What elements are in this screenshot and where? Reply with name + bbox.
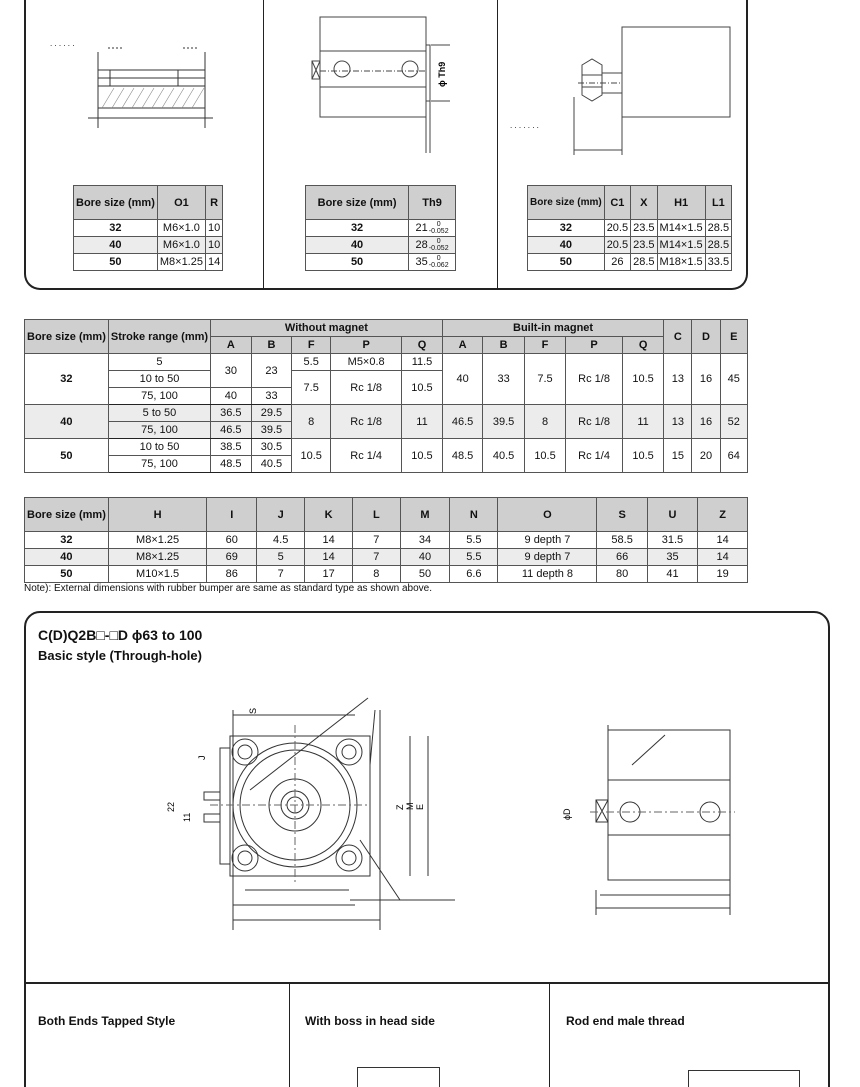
cell: 4.5: [257, 532, 305, 549]
cell: 11.5: [402, 354, 443, 371]
cell: 28.5: [631, 254, 657, 271]
cell: 14: [698, 532, 748, 549]
cell: Rc 1/8: [331, 371, 402, 405]
cell: 13: [664, 354, 692, 405]
col-header: P: [566, 337, 623, 354]
cell: M18×1.5: [657, 254, 705, 271]
table-c1: [527, 185, 732, 271]
cell: 11: [402, 405, 443, 439]
cell: 10: [205, 220, 222, 237]
cell: 86: [207, 566, 257, 583]
cell: 11 depth 8: [498, 566, 597, 583]
cell: 40: [74, 237, 158, 254]
cell: 10.5: [402, 371, 443, 405]
sub-title-boss-head-side: With boss in head side: [305, 1014, 435, 1028]
cell: M8×1.25: [157, 254, 205, 271]
cell: 40: [400, 549, 450, 566]
col-header-bore: Bore size (mm): [25, 320, 109, 354]
tol-lower: -0.052: [428, 228, 449, 235]
table-row: [74, 220, 223, 237]
cell: M14×1.5: [657, 237, 705, 254]
cell: 10 to 50: [108, 439, 210, 456]
cell: 29.5: [251, 405, 292, 422]
dim-22-label: 22: [166, 801, 176, 812]
sub-divider: [289, 982, 290, 1087]
cell: 66: [597, 549, 647, 566]
cell: 69: [207, 549, 257, 566]
cell: 34: [400, 532, 450, 549]
dim-j-label: J: [197, 755, 207, 760]
col-header: M: [400, 498, 450, 532]
tol-lower: -0.062: [428, 262, 449, 269]
section-title: C(D)Q2B□-□D ϕ63 to 100: [38, 627, 203, 643]
cylinder-side-drawing: [300, 15, 450, 155]
cell: 33: [483, 354, 524, 405]
col-header: F: [292, 337, 331, 354]
cell: 5.5: [450, 549, 498, 566]
cell: 16: [692, 354, 720, 405]
table-row: [25, 439, 748, 456]
col-header: S: [597, 498, 647, 532]
front-view-drawing: [110, 690, 460, 940]
panel-divider: [497, 0, 498, 290]
col-header: D: [692, 320, 720, 354]
dim-11-label: 11: [182, 812, 192, 822]
col-header: Bore size (mm): [528, 186, 605, 220]
dim-z-label: Z: [395, 804, 405, 810]
col-header: Th9: [409, 186, 456, 220]
table-row: [25, 532, 748, 549]
tol-upper: 0: [436, 221, 441, 228]
cell: 17: [305, 566, 353, 583]
cell: 30.5: [251, 439, 292, 456]
cell: 38.5: [211, 439, 252, 456]
col-header: U: [647, 498, 697, 532]
cell: 80: [597, 566, 647, 583]
table-row: [528, 237, 732, 254]
cell: 41: [647, 566, 697, 583]
cell: Rc 1/8: [566, 354, 623, 405]
tol-upper: 0: [436, 238, 441, 245]
cell: 50: [306, 254, 409, 271]
dim-e-label: E: [415, 803, 425, 810]
sub-title-both-ends-tapped: Both Ends Tapped Style: [38, 1014, 176, 1028]
cell: 13: [664, 405, 692, 439]
cell: 11: [622, 405, 663, 439]
cell: 40: [442, 354, 483, 405]
cell: 16: [692, 405, 720, 439]
cell: 7.5: [524, 354, 565, 405]
table-row: [74, 254, 223, 271]
cell: Rc 1/8: [331, 405, 402, 439]
panel-divider: [263, 0, 264, 290]
col-header: Q: [402, 337, 443, 354]
cell: 32: [306, 220, 409, 237]
th9-value: 35: [415, 255, 428, 268]
cell: 50: [74, 254, 158, 271]
cell: 35: [647, 549, 697, 566]
cell: 10 to 50: [108, 371, 210, 388]
cell: 60: [207, 532, 257, 549]
cell: 14: [305, 532, 353, 549]
cell: 48.5: [211, 456, 252, 473]
cell: 45: [720, 354, 747, 405]
side-view-drawing: [560, 720, 740, 920]
cell: Rc 1/8: [566, 405, 623, 439]
cell: 64: [720, 439, 747, 473]
cell: 40: [528, 237, 605, 254]
cell: Rc 1/4: [331, 439, 402, 473]
section-subtitle: Basic style (Through-hole): [38, 648, 202, 663]
col-header: L1: [705, 186, 731, 220]
cell: 5: [257, 549, 305, 566]
dim-m-label: M: [405, 802, 415, 810]
cell: 36.5: [211, 405, 252, 422]
cell: 39.5: [251, 422, 292, 439]
table-row: [528, 254, 732, 271]
cell: 7: [353, 549, 401, 566]
cell: 10.5: [622, 439, 663, 473]
cell: 40.5: [251, 456, 292, 473]
cell: M6×1.0: [157, 237, 205, 254]
col-header: C: [664, 320, 692, 354]
svg-text:. . . . . .: . . . . . .: [50, 39, 75, 48]
table-row: [528, 220, 732, 237]
cell: 6.6: [450, 566, 498, 583]
cell: 32: [74, 220, 158, 237]
cell: 50: [400, 566, 450, 583]
col-header: C1: [604, 186, 630, 220]
cell: 10: [205, 237, 222, 254]
sub-divider: [549, 982, 550, 1087]
cell: 28.5: [705, 220, 731, 237]
table-row: [25, 354, 748, 371]
col-header: A: [442, 337, 483, 354]
table-row: [25, 549, 748, 566]
cell: 19: [698, 566, 748, 583]
cell: 14: [698, 549, 748, 566]
svg-text:. . . . . . .: . . . . . . .: [510, 121, 539, 130]
col-header: B: [483, 337, 524, 354]
cell: 5: [108, 354, 210, 371]
col-header: H1: [657, 186, 705, 220]
cell: 23: [251, 354, 292, 388]
cell: 20.5: [604, 237, 630, 254]
cell: M8×1.25: [108, 532, 207, 549]
col-header: Bore size (mm): [306, 186, 409, 220]
cell: 8: [524, 405, 565, 439]
cell: 5.5: [292, 354, 331, 371]
cell: 40: [211, 388, 252, 405]
col-header: N: [450, 498, 498, 532]
table-th9: [305, 185, 456, 271]
col-header: Z: [698, 498, 748, 532]
col-header: Bore size (mm): [25, 498, 109, 532]
table-row: [25, 405, 748, 422]
col-header: E: [720, 320, 747, 354]
tol-lower: -0.052: [428, 245, 449, 252]
col-header: L: [353, 498, 401, 532]
cell: M14×1.5: [657, 220, 705, 237]
section-divider: [24, 982, 830, 984]
th9-value: 28: [415, 238, 428, 251]
cell: 5 to 50: [108, 405, 210, 422]
cell: 8: [353, 566, 401, 583]
cell: [409, 220, 456, 237]
tol-upper: 0: [436, 255, 441, 262]
cell: [409, 254, 456, 271]
col-header: O: [498, 498, 597, 532]
cell: 9 depth 7: [498, 532, 597, 549]
cell: 33: [251, 388, 292, 405]
cell: 40: [25, 405, 109, 439]
cell: 46.5: [211, 422, 252, 439]
table-row: [306, 237, 456, 254]
table-o1: [73, 185, 223, 271]
cell: 15: [664, 439, 692, 473]
cell: 26: [604, 254, 630, 271]
cell: 7.5: [292, 371, 331, 405]
col-header: Q: [622, 337, 663, 354]
cell: 10.5: [524, 439, 565, 473]
rod-end-female-drawing: [48, 38, 218, 128]
table-main-dimensions: [24, 319, 748, 473]
cell: 7: [257, 566, 305, 583]
col-header: I: [207, 498, 257, 532]
cell: 75, 100: [108, 388, 210, 405]
cell: 75, 100: [108, 422, 210, 439]
cell: 20.5: [604, 220, 630, 237]
rod-end-drawing-stub: [688, 1070, 800, 1087]
footnote: Note): External dimensions with rubber bumper are same as standard type as shown above.: [24, 583, 432, 594]
cell: 20: [692, 439, 720, 473]
cell: 28.5: [705, 237, 731, 254]
col-header: A: [211, 337, 252, 354]
cell: 5.5: [450, 532, 498, 549]
cell: 32: [25, 532, 109, 549]
cell: 50: [25, 566, 109, 583]
cell: 52: [720, 405, 747, 439]
cell: 50: [25, 439, 109, 473]
col-header: R: [205, 186, 222, 220]
cell: 33.5: [705, 254, 731, 271]
cell: M5×0.8: [331, 354, 402, 371]
cell: Rc 1/4: [566, 439, 623, 473]
cell: 9 depth 7: [498, 549, 597, 566]
cell: 32: [25, 354, 109, 405]
cell: 58.5: [597, 532, 647, 549]
th9-value: 21: [415, 221, 428, 234]
cell: 40: [306, 237, 409, 254]
col-header: Bore size (mm): [74, 186, 158, 220]
cell: 40: [25, 549, 109, 566]
cell: 48.5: [442, 439, 483, 473]
cell: 30: [211, 354, 252, 388]
cell: 23.5: [631, 237, 657, 254]
cell: M6×1.0: [157, 220, 205, 237]
boss-drawing-stub: [357, 1067, 440, 1087]
col-header: P: [331, 337, 402, 354]
rod-end-nut-drawing: [508, 25, 738, 160]
col-header: H: [108, 498, 207, 532]
cell: 10.5: [622, 354, 663, 405]
table-row: [25, 566, 748, 583]
table-row: [74, 237, 223, 254]
col-header: B: [251, 337, 292, 354]
col-group-without-magnet: Without magnet: [211, 320, 443, 337]
cell: 75, 100: [108, 456, 210, 473]
cell: 31.5: [647, 532, 697, 549]
cell: M10×1.5: [108, 566, 207, 583]
cell: 8: [292, 405, 331, 439]
col-header-stroke: Stroke range (mm): [108, 320, 210, 354]
cell: 32: [528, 220, 605, 237]
cell: 7: [353, 532, 401, 549]
col-header: F: [524, 337, 565, 354]
table-row: [306, 220, 456, 237]
sub-title-rod-end-male-thread: Rod end male thread: [566, 1014, 685, 1028]
table-h-to-z: [24, 497, 748, 583]
dim-phi-d-label: ϕD: [562, 808, 572, 820]
th9-dimension-label: ϕ Th9: [437, 61, 447, 87]
col-header: J: [257, 498, 305, 532]
col-header: X: [631, 186, 657, 220]
cell: 14: [205, 254, 222, 271]
dim-s-label: S: [248, 707, 258, 714]
cell: 14: [305, 549, 353, 566]
cell: 23.5: [631, 220, 657, 237]
cell: M8×1.25: [108, 549, 207, 566]
cell: 46.5: [442, 405, 483, 439]
col-header: O1: [157, 186, 205, 220]
table-row: [306, 254, 456, 271]
cell: 39.5: [483, 405, 524, 439]
cell: [409, 237, 456, 254]
col-header: K: [305, 498, 353, 532]
cell: 40.5: [483, 439, 524, 473]
cell: 10.5: [402, 439, 443, 473]
cell: 10.5: [292, 439, 331, 473]
cell: 50: [528, 254, 605, 271]
col-group-built-in-magnet: Built-in magnet: [442, 320, 664, 337]
